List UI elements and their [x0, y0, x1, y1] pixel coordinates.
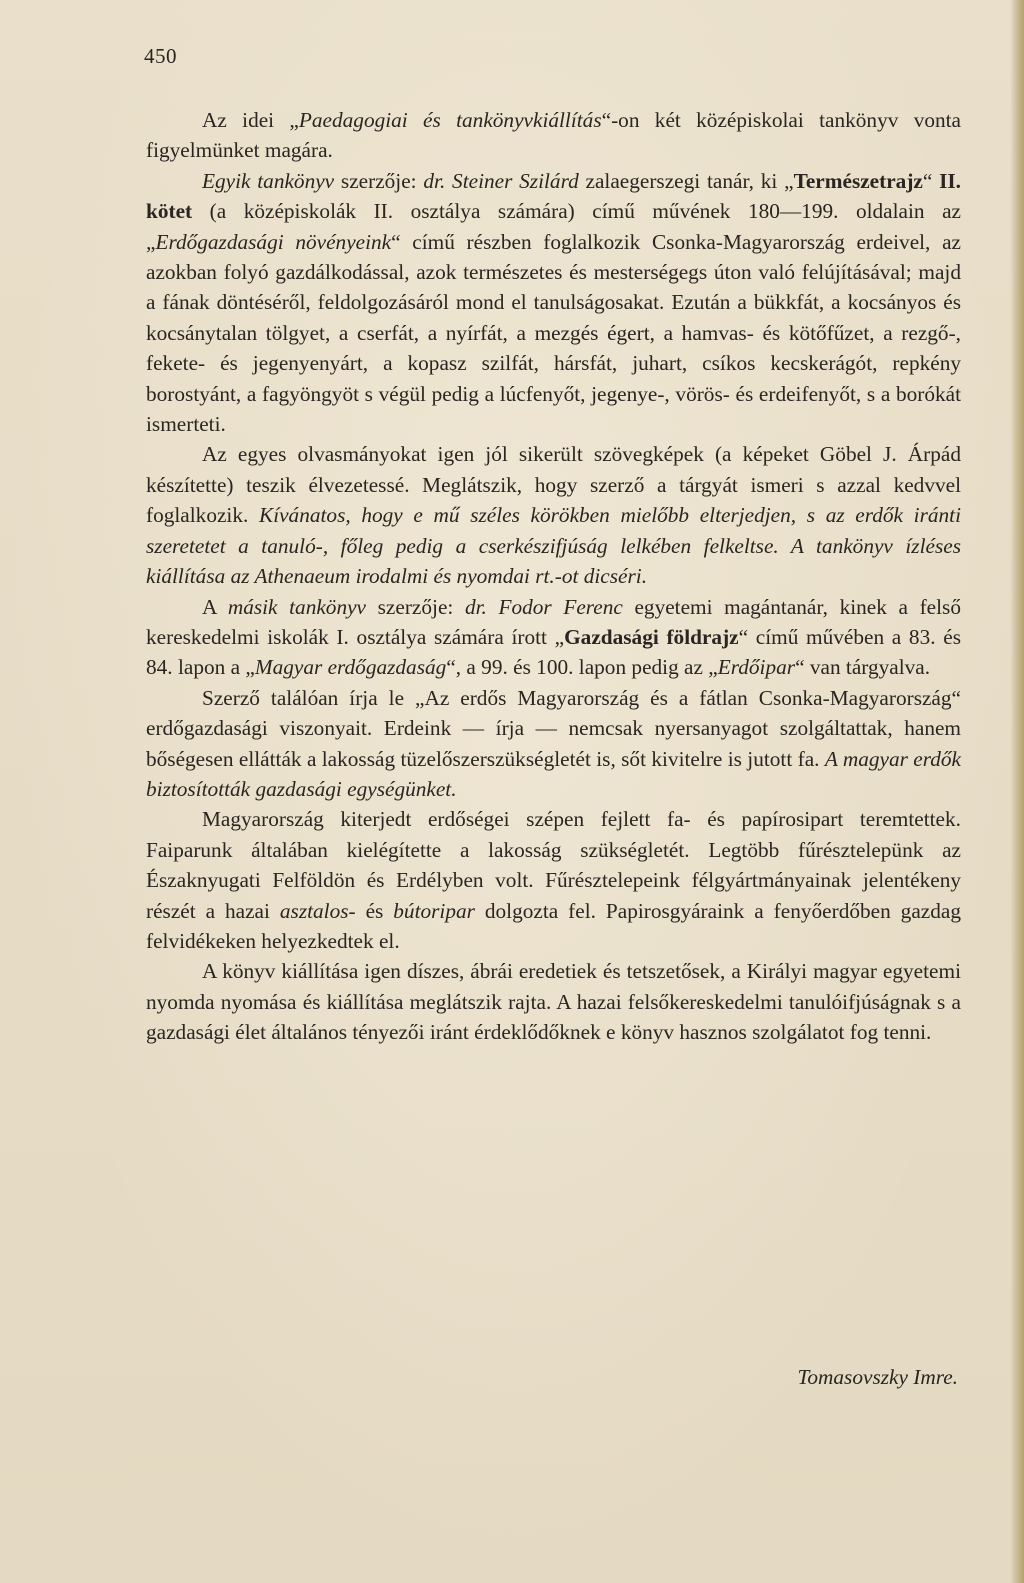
- bold-text: Gazdasági földrajz: [564, 624, 739, 649]
- paragraph: [146, 683, 961, 805]
- text-run: A: [202, 594, 228, 619]
- author-signature: Tomasovszky Imre.: [797, 1365, 958, 1389]
- text-run: “, a 99. és 100. lapon pedig az „: [446, 655, 718, 680]
- text-run: “ című művében a 83. és 84. lapon a „: [146, 624, 961, 680]
- paragraph: [146, 804, 961, 956]
- italic-text: Magyar erdőgazdaság: [254, 655, 447, 680]
- italic-text: A magyar erdők biztosították gazdasági egységünket.: [146, 746, 961, 801]
- italic-text: dr. Fodor Ferenc: [464, 594, 623, 619]
- text-run: A könyv kiállítása igen díszes, ábrái eredetiek és tetszetősek, a Királyi magyar egyetemi nyomda nyomása és kiállítása meglátszik rajta. A hazai felsőkereskedelmi tanulóifjúságnak s a gazdasági élet általános tényezői iránt érdeklődőknek e könyv hasznos szolgálatot fog tenni.: [146, 959, 961, 1045]
- page-edge-shadow: [1010, 0, 1024, 1583]
- paragraph: [146, 439, 961, 591]
- italic-text: asztalos-: [279, 898, 356, 923]
- italic-text: dr. Steiner Szilárd: [423, 168, 579, 193]
- italic-text: Erdőipar: [717, 655, 796, 680]
- text-run: egyetemi magántanár, kinek a felső kereskedelmi iskolák I. osztálya számára írott „: [146, 594, 961, 649]
- text-run: “ című részben foglalkozik Csonka-Magyarország erdeivel, az azokban folyó gazdálkodással, azok természetes és mesterségegs úton való felújításával; majd a fának döntéséről, feldolgozásáról mond el tanulságosakat. Ezután a bükkfát, a kocsányos és kocsánytalan tölgyet, a cserfát, a nyírfát, a mezgés égert, a hamvas- és kötőfűzet, a rezgő-, fekete- és jegenyenyárt, a kopasz szilfát, hársfát, juhart, csíkos kecskerágót, repkény borostyánt, a fagyöngyöt s végül pedig a lúcfenyőt, jegenye-, vörös- és erdeifenyőt, s a borókát ismerteti.: [146, 229, 961, 437]
- italic-text: Erdőgazdasági növényeink: [155, 229, 392, 254]
- text-run: zalaegerszegi tanár, ki „: [578, 168, 794, 193]
- paragraph: [146, 166, 961, 440]
- text-run: “ van tárgyalva.: [795, 655, 931, 680]
- text-run: Magyarország kiterjedt erdőségei szépen fejlett fa- és papírosipart teremtettek. Faiparunk általában kielégítette a lakosság szükségletét. Legtöbb fűrésztelepünk az Északnyugati Felföldön és Erdélyben volt. Fűrésztelepeink félgyártmányainak jelentékeny részét a hazai: [146, 807, 961, 923]
- text-run: Szerző találóan írja le „Az erdős Magyarország és a fátlan Csonka-Magyarország“ erdőgazdasági viszonyait. Erdeink — írja — nemcsak nyersanyagot szolgáltattak, hanem bőségesen ellátták a lakosság tüzelőszerszükségletét is, sőt kivitelre is jutott fa.: [146, 685, 961, 771]
- paragraph: [146, 956, 961, 1047]
- bold-text: II. kötet: [146, 168, 962, 224]
- paragraph: [146, 592, 961, 683]
- paragraph: [146, 105, 961, 166]
- italic-text: másik tankönyv: [227, 594, 367, 619]
- text-run: “-on két középiskolai tankönyv vonta figyelmünket magára.: [146, 108, 962, 163]
- italic-text: Egyik tankönyv: [202, 168, 335, 193]
- text-run: Az idei „: [202, 108, 299, 132]
- italic-text: bútoripar: [393, 898, 475, 923]
- text-run: (a középiskolák II. osztálya számára) című művének 180—199. oldalain az „: [146, 199, 961, 254]
- text-run: Az egyes olvasmányokat igen jól sikerült szövegképek (a képeket Göbel J. Árpád készítette) teszik élvezetessé. Meglátszik, hogy szerző a tárgyát ismeri s azzal kedvvel foglalkozik.: [146, 442, 961, 528]
- text-run: dolgozta fel. Papirosgyáraink a fenyőerdőben gazdag felvidékeken helyezkedtek el.: [146, 898, 961, 953]
- text-run: szerzője:: [334, 168, 424, 193]
- text-run: és: [355, 898, 394, 923]
- italic-text: Paedagogiai és tankönyvkiállítás: [298, 108, 602, 132]
- bold-text: Természetrajz: [793, 168, 923, 193]
- text-run: szerzője:: [366, 594, 465, 619]
- page-number: 450: [144, 44, 177, 68]
- text-run: “: [922, 168, 940, 193]
- article-body: [146, 105, 961, 1048]
- italic-text: Kívánatos, hogy e mű széles körökben mielőbb elterjedjen, s az erdők iránti szeretetet a tanuló-, főleg pedig a cserkészifjúság lelkében felkeltse. A tankönyv ízléses kiállítása az Athenaeum irodalmi és nyomdai rt.-ot dicséri.: [146, 503, 962, 589]
